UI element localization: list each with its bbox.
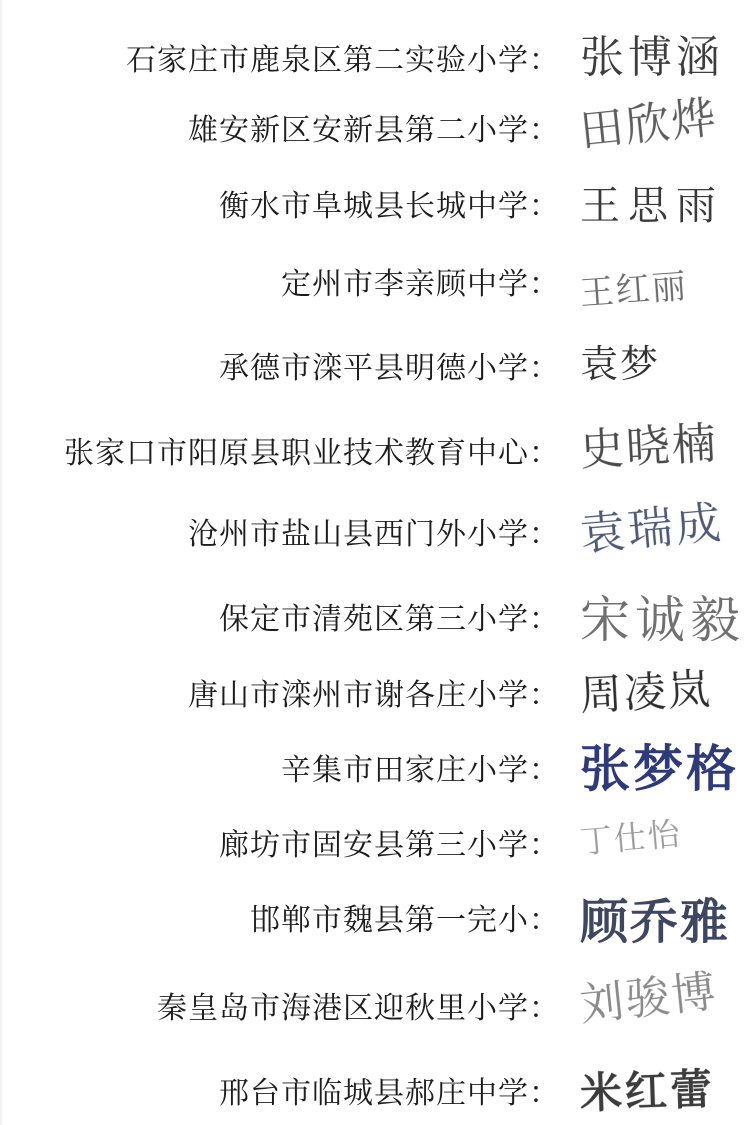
handwritten-signature: 张博涵 <box>580 32 724 83</box>
signature-row <box>0 740 750 809</box>
school-label: 张家口市阳原县职业技术教育中心： <box>64 437 560 470</box>
school-label: 石家庄市鹿泉区第二实验小学： <box>126 44 560 77</box>
school-label: 辛集市田家庄小学： <box>281 754 560 787</box>
school-label: 唐山市滦州市谢各庄小学： <box>188 679 560 712</box>
signature-row <box>0 1064 750 1123</box>
handwritten-signature: 米红蕾 <box>579 1064 716 1118</box>
signature-row <box>0 91 750 162</box>
handwritten-signature: 张梦格 <box>580 740 739 798</box>
school-label: 沧州市盐山县西门外小学： <box>188 518 560 551</box>
handwritten-signature: 田欣烨 <box>577 91 720 157</box>
signature-row <box>0 266 750 314</box>
signature-row <box>0 32 750 92</box>
signature-row <box>0 664 750 725</box>
school-label: 衡水市阜城县长城中学： <box>219 190 560 223</box>
handwritten-signature: 宋诚毅 <box>580 591 745 649</box>
signature-row <box>0 342 750 394</box>
school-label: 邯郸市魏县第一完小： <box>250 904 560 937</box>
handwritten-signature: 顾乔雅 <box>580 894 731 950</box>
handwritten-signature: 刘骏博 <box>577 965 720 1031</box>
school-label: 廊坊市固安县第三小学： <box>219 829 560 862</box>
handwritten-signature: 袁瑞成 <box>577 495 726 561</box>
school-label: 秦皇岛市海港区迎秋里小学： <box>157 992 560 1025</box>
school-label: 承德市滦平县明德小学： <box>219 352 560 385</box>
signature-row <box>0 495 750 568</box>
handwritten-signature: 丁仕怡 <box>578 814 684 861</box>
signature-row <box>0 894 750 957</box>
school-label: 邢台市临城县郝庄中学： <box>219 1077 560 1110</box>
handwritten-signature: 周凌岚 <box>578 664 714 720</box>
handwritten-signature: 王思雨 <box>580 183 724 229</box>
school-label: 雄安新区安新县第二小学： <box>188 114 560 147</box>
handwritten-signature: 王红丽 <box>578 266 690 314</box>
handwritten-signature: 袁梦 <box>580 342 661 386</box>
signature-row <box>0 591 750 658</box>
handwritten-signature: 史晓楠 <box>578 417 720 476</box>
signature-row <box>0 183 750 234</box>
signature-row <box>0 814 750 864</box>
signature-row <box>0 417 750 485</box>
school-label: 定州市李亲顾中学： <box>281 268 560 301</box>
school-label: 保定市清苑区第三小学： <box>219 603 560 636</box>
signature-row <box>0 965 750 1040</box>
